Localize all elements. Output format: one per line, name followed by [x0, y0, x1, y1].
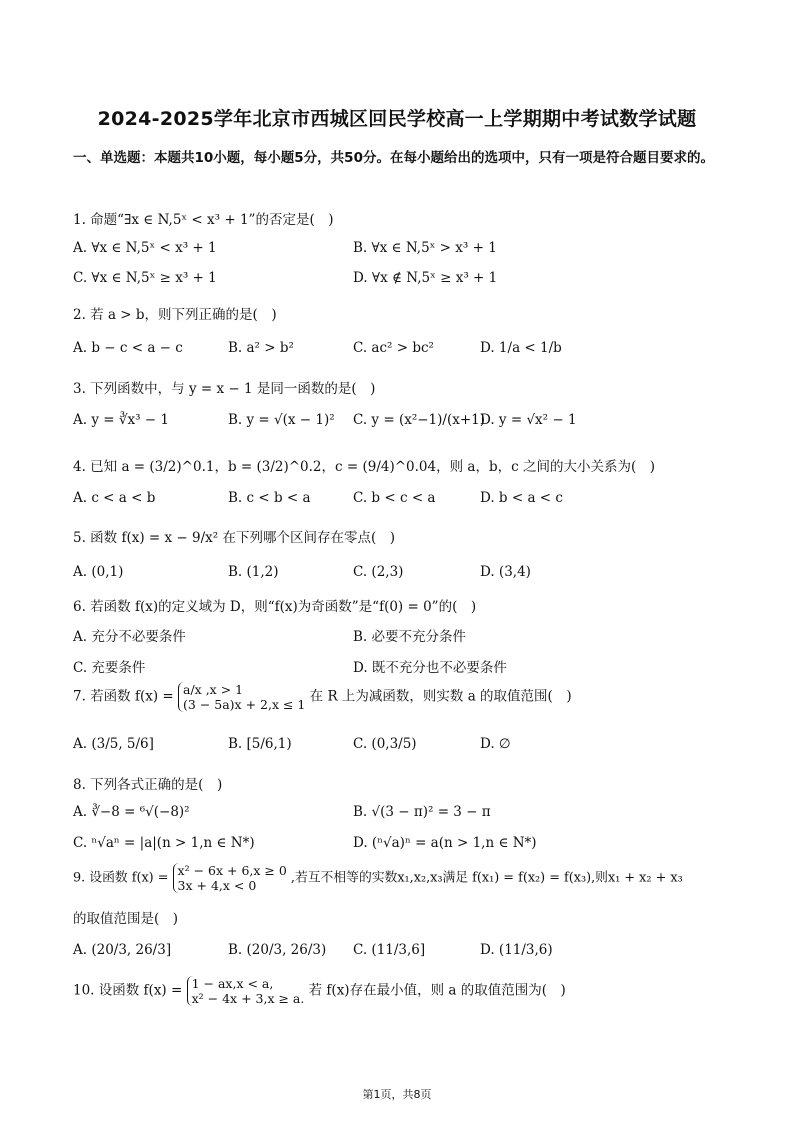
question-7-stem [73, 682, 572, 712]
question-7-option-b[interactable]: B. [5/6,1) [228, 736, 292, 752]
question-9-option-c[interactable]: C. (11/3,6] [353, 942, 426, 958]
question-10-piece-1: 1 − ax,x < a, [191, 976, 274, 991]
question-7-option-d[interactable]: D. ∅ [480, 736, 511, 752]
question-7-piecewise [178, 682, 305, 712]
question-10-suffix: 若 f(x)存在最小值，则 a 的取值范围为( ) [308, 982, 566, 999]
question-6-option-b[interactable]: B. 必要不充分条件 [353, 629, 467, 645]
question-6-option-a[interactable]: A. 充分不必要条件 [73, 629, 186, 645]
question-9-stem-continued: 的取值范围是( ) [73, 911, 179, 927]
question-9-piece-1: x² − 6x + 6,x ≥ 0 [177, 863, 287, 878]
question-8-option-b[interactable]: B. √(3 − π)² = 3 − π [353, 804, 491, 820]
question-7-piece-2: (3 − 5a)x + 2,x ≤ 1 [183, 697, 306, 712]
question-10-piece-2: x² − 4x + 3,x ≥ a. [191, 991, 305, 1006]
question-10-piecewise [187, 976, 305, 1006]
question-2-option-c[interactable]: C. ac² > bc² [353, 340, 434, 356]
question-9-stem [73, 863, 683, 893]
question-7-prefix: 7. 若函数 f(x) = [73, 688, 174, 705]
question-3-option-b[interactable]: B. y = √(x − 1)² [228, 412, 335, 428]
question-9-option-a[interactable]: A. (20/3, 26/3] [73, 942, 172, 958]
question-4-option-c[interactable]: C. b < c < a [353, 490, 436, 506]
question-6-option-d[interactable]: D. 既不充分也不必要条件 [353, 660, 507, 676]
question-10-stem [73, 976, 566, 1006]
question-5-option-d[interactable]: D. (3,4) [480, 564, 531, 580]
question-2-option-d[interactable]: D. 1/a < 1/b [480, 340, 562, 356]
question-1-option-c[interactable]: C. ∀x ∈ N,5ˣ ≥ x³ + 1 [73, 270, 217, 286]
section-heading: 一、单选题：本题共10小题，每小题5分，共50分。在每小题给出的选项中，只有一项是符合题目要求的。 [73, 150, 714, 166]
question-5-option-c[interactable]: C. (2,3) [353, 564, 404, 580]
question-5-option-a[interactable]: A. (0,1) [73, 564, 124, 580]
question-6-stem: 6. 若函数 f(x)的定义域为 D，则“f(x)为奇函数”是“f(0) = 0”的( ) [73, 599, 477, 615]
question-9-suffix: ,若互不相等的实数x₁,x₂,x₃满足 f(x₁) = f(x₂) = f(x₃),则x₁ + x₂ + x₃ [290, 870, 683, 886]
question-8-option-d[interactable]: D. (ⁿ√a)ⁿ = a(n > 1,n ∈ N*) [353, 835, 537, 851]
question-9-option-b[interactable]: B. (20/3, 26/3) [228, 942, 327, 958]
question-5-stem: 5. 函数 f(x) = x − 9/x² 在下列哪个区间存在零点( ) [73, 530, 395, 546]
question-1-option-b[interactable]: B. ∀x ∈ N,5ˣ > x³ + 1 [353, 240, 497, 256]
question-2-option-b[interactable]: B. a² > b² [228, 340, 294, 356]
question-8-option-c[interactable]: C. ⁿ√aⁿ = |a|(n > 1,n ∈ N*) [73, 835, 255, 851]
question-7-suffix: 在 R 上为减函数，则实数 a 的取值范围( ) [309, 688, 572, 705]
question-7-option-a[interactable]: A. (3/5, 5/6] [73, 736, 154, 752]
question-2-option-a[interactable]: A. b − c < a − c [73, 340, 183, 356]
question-9-option-d[interactable]: D. (11/3,6) [480, 942, 553, 958]
question-1-stem: 1. 命题“∃x ∈ N,5ˣ < x³ + 1”的否定是( ) [73, 212, 334, 228]
question-10-prefix: 10. 设函数 f(x) = [73, 982, 183, 999]
question-8-stem: 8. 下列各式正确的是( ) [73, 777, 223, 793]
question-2-stem: 2. 若 a > b，则下列正确的是( ) [73, 307, 277, 323]
page-title: 2024-2025学年北京市西城区回民学校高一上学期期中考试数学试题 [97, 108, 697, 130]
question-3-option-d[interactable]: D. y = √x² − 1 [480, 412, 577, 428]
question-7-option-c[interactable]: C. (0,3/5) [353, 736, 417, 752]
question-8-option-a[interactable]: A. ∛−8 = ⁶√(−8)² [73, 804, 190, 820]
question-9-piecewise [173, 863, 287, 893]
question-6-option-c[interactable]: C. 充要条件 [73, 660, 146, 676]
question-4-stem: 4. 已知 a = (3/2)^0.1，b = (3/2)^0.2，c = (9/4)^0.04，则 a，b，c 之间的大小关系为( ) [73, 459, 655, 475]
question-3-option-a[interactable]: A. y = ∛x³ − 1 [73, 412, 169, 428]
question-4-option-a[interactable]: A. c < a < b [73, 490, 156, 506]
page-footer: 第1页，共8页 [362, 1088, 432, 1101]
question-4-option-b[interactable]: B. c < b < a [228, 490, 311, 506]
question-9-piece-2: 3x + 4,x < 0 [177, 878, 257, 893]
question-3-option-c[interactable]: C. y = (x²−1)/(x+1) [353, 412, 486, 428]
question-1-option-a[interactable]: A. ∀x ∈ N,5ˣ < x³ + 1 [73, 240, 217, 256]
question-5-option-b[interactable]: B. (1,2) [228, 564, 279, 580]
question-3-stem: 3. 下列函数中，与 y = x − 1 是同一函数的是( ) [73, 381, 376, 397]
question-4-option-d[interactable]: D. b < a < c [480, 490, 563, 506]
question-9-prefix: 9. 设函数 f(x) = [73, 870, 169, 886]
question-1-option-d[interactable]: D. ∀x ∉ N,5ˣ ≥ x³ + 1 [353, 270, 498, 286]
question-7-piece-1: a/x ,x > 1 [183, 682, 244, 697]
